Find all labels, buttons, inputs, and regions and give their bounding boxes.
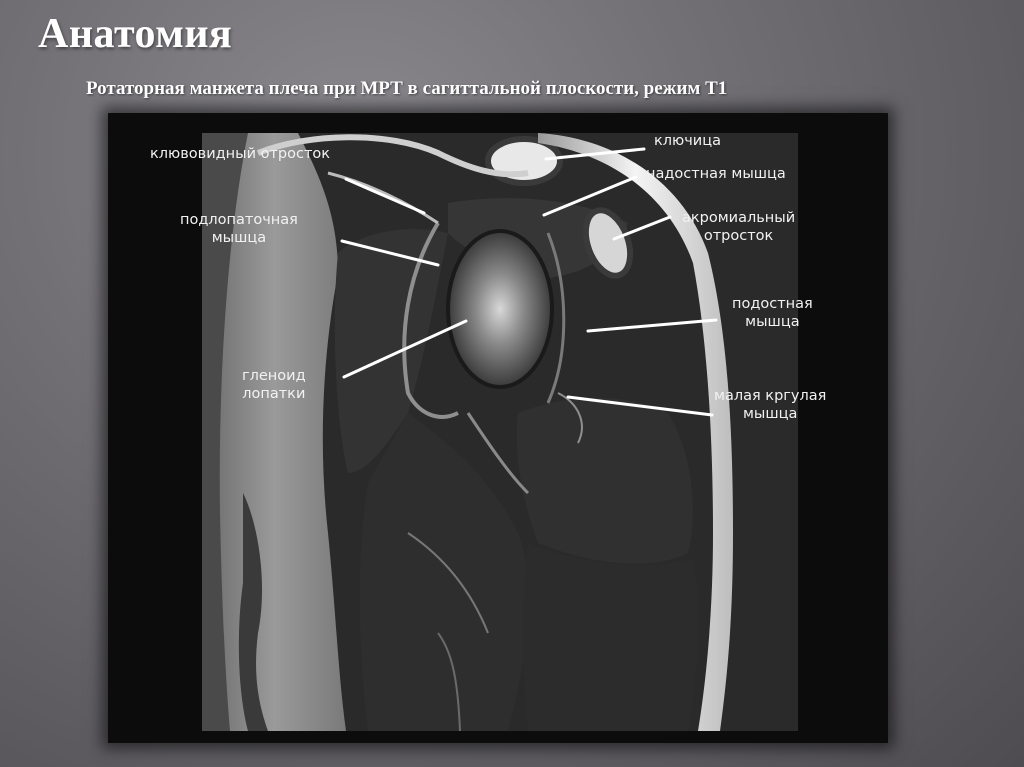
mri-image	[108, 113, 888, 743]
label-glenoid	[242, 367, 306, 403]
label-acromion-line2: отросток	[703, 228, 774, 244]
label-infraspinatus	[732, 295, 813, 331]
label-subscapularis	[180, 211, 298, 247]
label-teres-minor	[714, 387, 826, 423]
slide-subtitle: Ротаторная манжета плеча при МРТ в сагиттальной плоскости, режим Т1	[86, 78, 728, 99]
label-acromion-line1: акромиальный	[682, 210, 796, 226]
mri-image-frame	[108, 113, 888, 743]
label-supraspinatus: надостная мышца	[646, 166, 786, 182]
label-clavicle: ключица	[654, 133, 721, 149]
label-coracoid: клювовидный отросток	[150, 146, 331, 162]
label-subscapularis-line2: мышца	[211, 230, 267, 246]
slide-title: Анатомия	[38, 11, 233, 57]
label-subscapularis-line1: подлопаточная	[180, 212, 298, 228]
label-glenoid-line2: лопатки	[242, 386, 306, 402]
label-teres-minor-line2: мышца	[742, 406, 798, 422]
label-infraspinatus-line1: подостная	[732, 296, 813, 312]
label-infraspinatus-line2: мышца	[745, 314, 800, 330]
label-acromion	[682, 209, 795, 245]
label-glenoid-line1: гленоид	[242, 368, 306, 384]
label-teres-minor-line1: малая кргулая	[714, 388, 827, 404]
